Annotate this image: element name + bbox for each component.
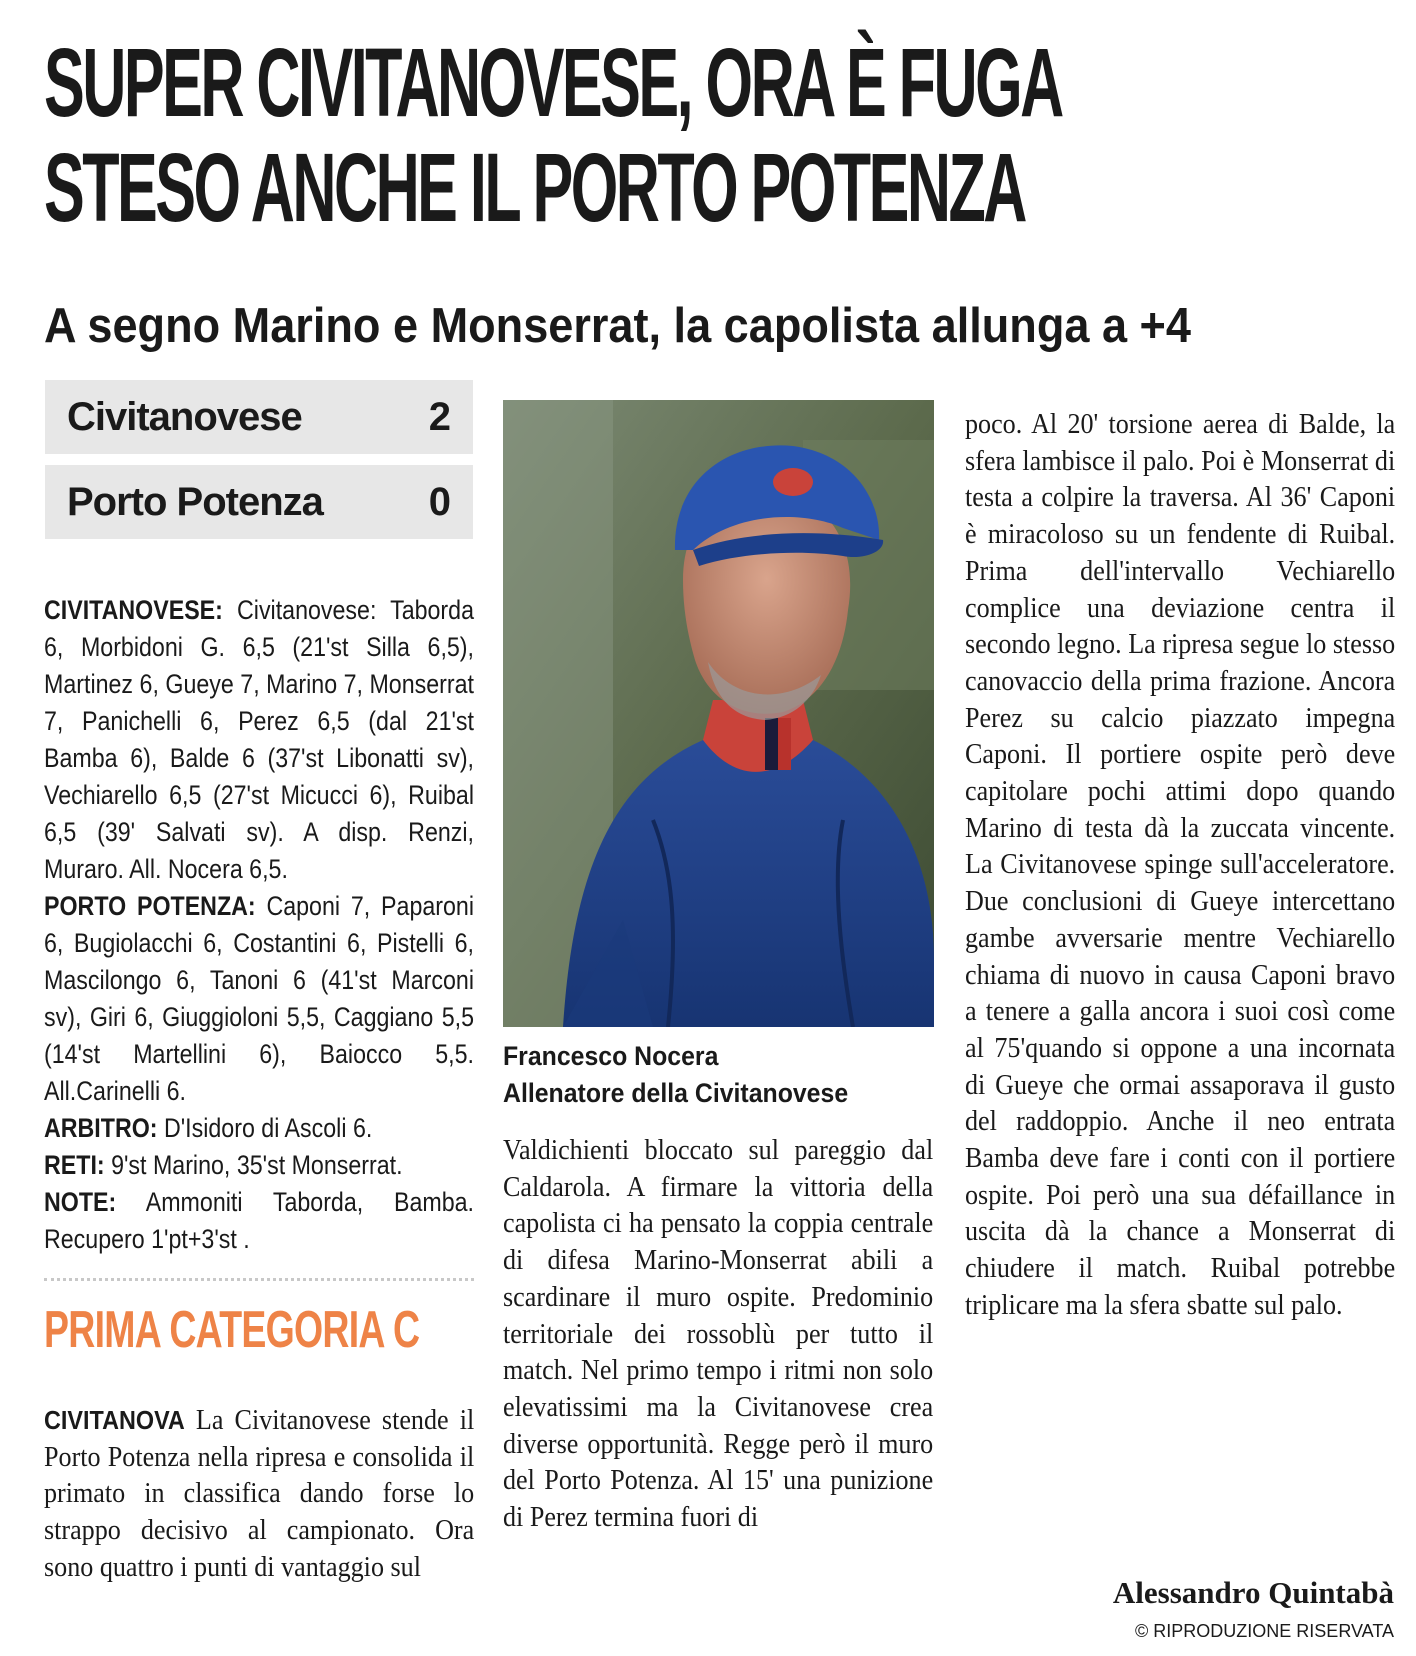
notes-label: NOTE:	[44, 1187, 117, 1217]
article-column-3	[965, 406, 1395, 1324]
lineup-home	[44, 592, 474, 888]
coach-photo	[503, 400, 934, 1027]
caption-name: Francesco Nocera	[503, 1041, 719, 1071]
score-row-home	[45, 380, 473, 454]
home-team-goals: 2	[428, 395, 451, 439]
match-report-box	[44, 592, 474, 1258]
goals-text: 9'st Marino, 35'st Monserrat.	[104, 1150, 403, 1180]
lineup-text: Civitanovese: Taborda 6, Morbidoni G. 6,5 (21'st Silla 6,5), Martinez 6, Gueye 7, Marino 7, Monserrat 7, Panichelli 6, Perez 6,5 (dal 21'st Bamba 6), Balde 6 (37'st Libonatti sv), Vechiarello 6,5 (27'st Micucci 6), Ruibal 6,5 (39' Salvati sv). A disp. Renzi, Muraro. All. Nocera 6,5.	[44, 595, 474, 884]
article-text-2: Valdichienti bloccato sul pareggio dal Caldarola. A firmare la vittoria della capolista ci ha pensato la coppia centrale di difesa Marino-Monserrat abili a scardinare il muro ospite. Predominio territoriale dei rossoblù per tutto il match. Nel primo tempo i ritmi non solo elevatissimi ma la Civitanovese crea diverse opportunità. Regge però il muro del Porto Potenza. Al 15' una punizione di Perez termina fuori di	[503, 1134, 934, 1534]
lineup-text: Caponi 7, Paparoni 6, Bugiolacchi 6, Costantini 6, Pistelli 6, Mascilongo 6, Tanoni 6 (41'st Marconi sv), Giri 6, Giuggioloni 5,5, Caggiano 5,5 (14'st Martellini 6), Baiocco 5,5. All.Carinelli 6.	[44, 891, 474, 1106]
photo-caption	[503, 1038, 899, 1112]
headline-line-2: STESO ANCHE IL PORTO POTENZA	[44, 133, 1025, 242]
notes	[44, 1184, 474, 1258]
author-byline: Alessandro Quintabà	[1112, 1575, 1394, 1610]
copyright-notice: © RIPRODUZIONE RISERVATA	[1135, 1621, 1394, 1641]
notes-text: Ammoniti Taborda, Bamba. Recupero 1'pt+3'st .	[44, 1187, 475, 1254]
goals	[44, 1147, 474, 1184]
subtitle: A segno Marino e Monserrat, la capolista allunga a +4	[44, 299, 1191, 353]
lineup-label: PORTO POTENZA:	[44, 891, 256, 921]
referee-label: ARBITRO:	[44, 1113, 158, 1143]
goals-label: RETI:	[44, 1150, 105, 1180]
referee	[44, 1110, 474, 1147]
referee-text: D'Isidoro di Ascoli 6.	[157, 1113, 373, 1143]
headline-line-1: SUPER CIVITANOVESE, ORA È FUGA	[44, 28, 1062, 137]
score-row-away	[45, 465, 473, 539]
article-column-1	[44, 1402, 474, 1586]
headline	[44, 28, 1062, 242]
lineup-away	[44, 888, 474, 1110]
caption-role: Allenatore della Civitanovese	[503, 1078, 849, 1108]
away-team-name: Porto Potenza	[67, 480, 323, 524]
lineup-label: CIVITANOVESE:	[44, 595, 223, 625]
category-title: PRIMA CATEGORIA C	[44, 1301, 420, 1359]
article-text-1: La Civitanovese stende il Porto Potenza nella ripresa e consolida il primato in classifica dando forse lo strappo decisivo al campionato. Ora sono quattro i punti di vantaggio sul	[44, 1404, 475, 1583]
section-divider	[44, 1278, 474, 1281]
article-column-2	[503, 1132, 933, 1536]
dateline: CIVITANOVA	[44, 1405, 185, 1435]
away-team-goals: 0	[428, 480, 451, 524]
home-team-name: Civitanovese	[67, 395, 302, 439]
article-text-3: poco. Al 20' torsione aerea di Balde, la sfera lambisce il palo. Poi è Monserrat di testa a colpire la traversa. Al 36' Caponi è miracoloso su un fendente di Ruibal. Prima dell'intervallo Vechiarello complice una deviazione centra il secondo legno. La ripresa segue lo stesso canovaccio della prima frazione. Ancora Perez su calcio piazzato impegna Caponi. Il portiere ospite però deve capitolare pochi attimi dopo quando Marino di testa dà la zuccata vincente. La Civitanovese spinge sull'acceleratore. Due conclusioni di Gueye intercettano gambe avversarie mentre Vechiarello chiama di nuovo in causa Caponi bravo a tenere a galla ancora i suoi così come al 75'quando si oppone a una incornata di Gueye che ormai assaporava il gusto del raddoppio. Anche il neo entrata Bamba deve fare i conti con il portiere ospite. Poi però una sua défaillance in uscita dà la chance a Monserrat di chiudere il match. Ruibal potrebbe triplicare ma la sfera sbatte sul palo.	[965, 408, 1396, 1321]
